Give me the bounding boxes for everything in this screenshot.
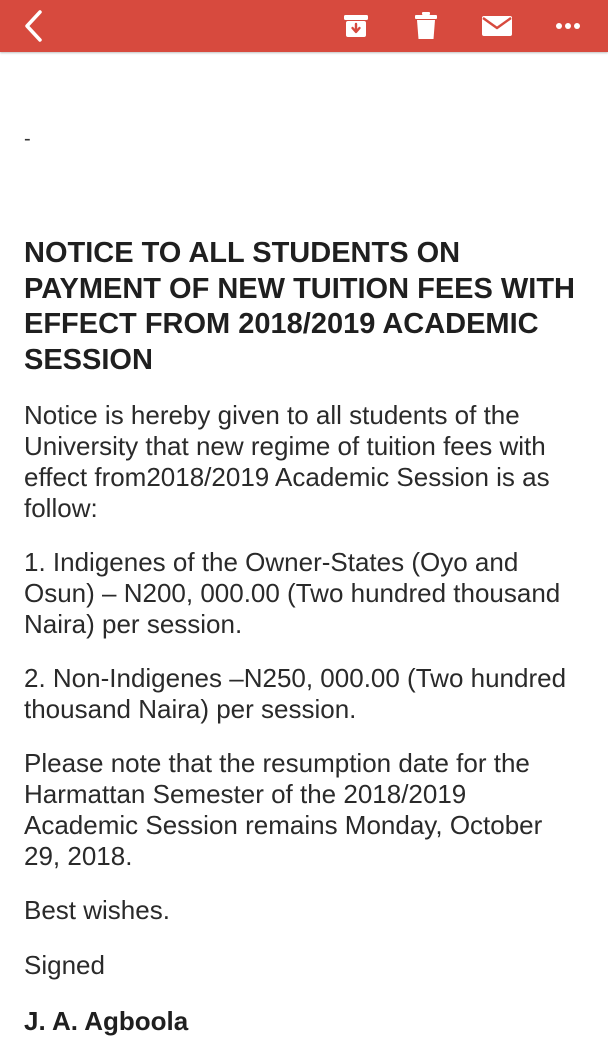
back-button[interactable]	[14, 0, 54, 52]
notice-title: NOTICE TO ALL STUDENTS ON PAYMENT OF NEW TUITION FEES WITH EFFECT FROM 2018/2019 ACADEMIC SESSION	[24, 237, 575, 376]
more-options-button[interactable]	[548, 0, 588, 52]
delete-button[interactable]	[406, 0, 446, 52]
signed-line: Signed	[24, 950, 105, 980]
leading-dash: -	[24, 128, 31, 150]
signatory-name: J. A. Agboola	[24, 1006, 189, 1036]
resumption-paragraph: Please note that the resumption date for the Harmattan Semester of the 2018/2019 Academic Session remains Monday, October 29, 2018.	[24, 748, 543, 871]
top-toolbar	[0, 0, 608, 52]
closing-line: Best wishes.	[24, 895, 170, 925]
archive-button[interactable]	[336, 0, 376, 52]
archive-box-icon	[342, 12, 370, 40]
trash-icon	[413, 11, 439, 41]
envelope-icon	[481, 14, 513, 38]
chevron-left-icon	[22, 9, 46, 43]
mark-unread-button[interactable]	[477, 0, 517, 52]
intro-paragraph: Notice is hereby given to all students of the University that new regime of tuition fees with effect from2018/2019 Academic Session is as follow:	[24, 400, 550, 523]
fee-item-indigenes: 1. Indigenes of the Owner-States (Oyo and Osun) – N200, 000.00 (Two hundred thousand Naira) per session.	[24, 547, 561, 639]
fee-item-non-indigenes: 2. Non-Indigenes –N250, 000.00 (Two hundred thousand Naira) per session.	[24, 663, 567, 724]
more-dots-icon	[555, 22, 581, 30]
